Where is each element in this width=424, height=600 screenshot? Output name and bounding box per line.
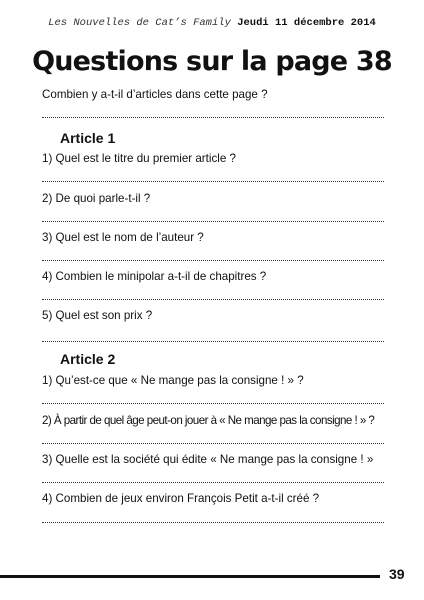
article-2-question-4: 4) Combien de jeux environ François Petit a-t-il créé ? [42,492,320,505]
answer-line [42,299,384,300]
article-1-question-2: 2) De quoi parle-t-il ? [42,192,151,205]
intro-question: Combien y a-t-il d’articles dans cette page ? [42,88,268,101]
issue-date: Jeudi 11 décembre 2014 [237,17,376,29]
article-1-question-4: 4) Combien le minipolar a-t-il de chapitres ? [42,270,267,283]
article-1-question-5: 5) Quel est son prix ? [42,309,153,322]
page-header [0,17,424,29]
page-number: 39 [389,566,405,582]
answer-line [42,260,384,261]
article-2-question-1: 1) Qu’est-ce que « Ne mange pas la consigne ! » ? [42,374,304,387]
answer-line [42,482,384,483]
answer-line [42,221,384,222]
answer-line [42,443,384,444]
answer-line [42,117,384,118]
section-heading-article-2: Article 2 [60,351,116,367]
article-2-question-3: 3) Quelle est la société qui édite « Ne mange pas la consigne ! » [42,453,374,466]
article-2-question-2: 2) À partir de quel âge peut-on jouer à « Ne mange pas la consigne ! » ? [42,414,375,427]
answer-line [42,403,384,404]
page-title: Questions sur la page 38 [32,46,392,77]
answer-line [42,522,384,523]
answer-line [42,181,384,182]
article-1-question-3: 3) Quel est le nom de l’auteur ? [42,231,204,244]
answer-line [42,341,384,342]
publication-name: Les Nouvelles de Cat’s Family [48,17,231,29]
section-heading-article-1: Article 1 [60,130,116,146]
article-1-question-1: 1) Quel est le titre du premier article ? [42,152,236,165]
footer-rule [0,575,380,578]
